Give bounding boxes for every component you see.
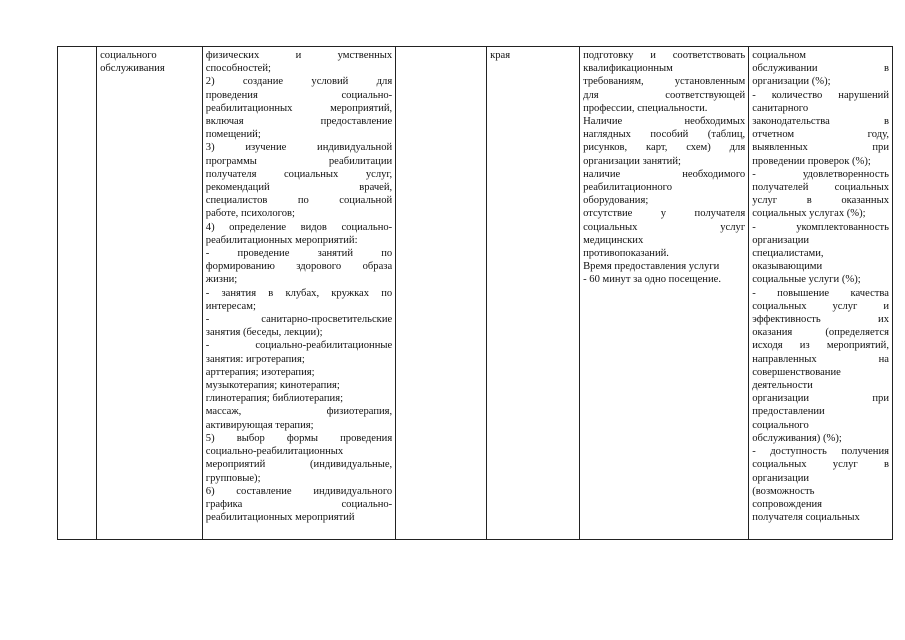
text-line: оказывающими (752, 261, 823, 273)
services-table (57, 46, 893, 540)
text-line: помещений; (205, 129, 261, 141)
text-line: включая предоставление (205, 116, 393, 128)
text-line: графика социально- (205, 498, 393, 510)
text-line: реабилитационного (583, 182, 673, 194)
text-line: требованиям, установленным (583, 76, 746, 88)
text-line: музыкотерапия; кинотерапия; (205, 380, 340, 392)
text-line: социально-реабилитационных (205, 446, 344, 458)
text-line: получателей социальных (752, 182, 889, 194)
text-line: специалистами, (752, 248, 824, 260)
text-line: наличие необходимого (583, 168, 746, 180)
text-line: социальные услуги (%); (752, 274, 861, 286)
text-line: работе, психологов; (205, 208, 295, 220)
text-line: - количество нарушений (752, 89, 889, 101)
text-line: 6) составление индивидуального (205, 485, 393, 497)
text-line: Время предоставления услуги (583, 261, 720, 273)
text-line: - социально-реабилитационные (205, 340, 393, 352)
cell-region (487, 47, 580, 540)
text-line: - санитарно-просветительские (205, 314, 393, 326)
text-line: квалификационным (583, 63, 673, 75)
text-line: 4) определение видов социально- (205, 221, 393, 233)
text-line: активирующая терапия; (205, 419, 314, 431)
text-line: направленных на (752, 353, 889, 365)
text-line: организации при (752, 393, 889, 405)
text-line: получателя социальных услуг, (205, 168, 393, 180)
text-line: - повышение качества (752, 287, 889, 299)
text-line: массаж, физиотерапия, (205, 406, 393, 418)
text-line: способностей; (205, 63, 271, 75)
text-line: противопоказаний. (583, 248, 669, 260)
cell-number (58, 47, 97, 540)
text-line: 3) изучение индивидуальной (205, 142, 393, 154)
text-line: законодательства в (752, 116, 889, 128)
text-line: жизни; (205, 274, 238, 286)
text-line: медицинских (583, 234, 644, 246)
text-line: 5) выбор формы проведения (205, 432, 393, 444)
text-line: интересам; (205, 300, 256, 312)
text-line: исходя из мероприятий, (752, 340, 889, 352)
text-line: реабилитационных мероприятий, (205, 102, 393, 114)
text-line: организации (%); (752, 76, 831, 88)
cell-service-description (202, 47, 395, 540)
text-line: предоставлении (752, 406, 825, 418)
text-line: рекомендаций врачей, (205, 182, 393, 194)
text-line: сопровождения (752, 498, 823, 510)
text-line: проведении проверок (%); (752, 155, 871, 167)
text-line: обслуживания (100, 63, 165, 75)
text-line: оказания (определяется (752, 327, 889, 339)
text-line: оборудования; (583, 195, 649, 207)
text-line: реабилитационных мероприятий: (205, 234, 358, 246)
text-line: социального (100, 50, 157, 61)
cell-service-type (97, 47, 203, 540)
text-line: мероприятий (индивидуальные, (205, 459, 393, 471)
text-line: организации (752, 234, 810, 246)
text-line: отчетном году, (752, 129, 889, 141)
text-line: санитарного (752, 102, 809, 114)
text-line: услуг в оказанных (752, 195, 889, 207)
text-line: совершенствование (752, 366, 841, 378)
text-line: программы реабилитации (205, 155, 393, 167)
text-line: организации (752, 472, 810, 484)
table-row (58, 47, 893, 540)
text-line: - занятия в клубах, кружках по (205, 287, 393, 299)
text-line: получателя социальных (752, 512, 860, 524)
text-line: социальном (752, 50, 806, 61)
text-line: занятия (беседы, лекции); (205, 327, 323, 339)
text-line: эффективность их (752, 314, 889, 326)
text-line: формированию здорового образа (205, 261, 393, 273)
text-line: физических и умственных (205, 50, 393, 61)
text-line: - удовлетворенность (752, 168, 889, 180)
text-line: социальных услуг в (752, 459, 889, 471)
text-line: Наличие необходимых (583, 116, 746, 128)
text-line: рисунков, карт, схем) для (583, 142, 746, 154)
cell-empty (396, 47, 487, 540)
text-line: обслуживания) (%); (752, 432, 842, 444)
text-line: реабилитационных мероприятий (205, 512, 355, 524)
text-line: наглядных пособий (таблиц, (583, 129, 746, 141)
text-line: арттерапия; изотерапия; (205, 366, 315, 378)
text-line: отсутствие у получателя (583, 208, 746, 220)
text-line: социальных услуг (583, 221, 746, 233)
text-line: глинотерапия; библиотерапия; (205, 393, 344, 405)
text-line: подготовку и соответствовать (583, 50, 746, 61)
text-line: профессии, специальности. (583, 102, 708, 114)
text-line: проведения социально- (205, 89, 393, 101)
text-line: организации занятий; (583, 155, 681, 167)
cell-conditions (580, 47, 749, 540)
text-line: - проведение занятий по (205, 248, 393, 260)
text-line: групповые); (205, 472, 261, 484)
text-line: - доступность получения (752, 446, 889, 458)
text-line: края (490, 50, 511, 61)
text-line: для соответствующей (583, 89, 746, 101)
text-line: обслуживании в (752, 63, 889, 75)
cell-indicators (749, 47, 893, 540)
text-line: (возможность (752, 485, 815, 497)
text-line: специалистов по социальной (205, 195, 393, 207)
text-line: занятия: игротерапия; (205, 353, 305, 365)
text-line: деятельности (752, 380, 813, 392)
text-line: социального (752, 419, 809, 431)
text-line: выявленных при (752, 142, 889, 154)
text-line: 2) создание условий для (205, 76, 393, 88)
text-line: социальных услуг и (752, 300, 889, 312)
text-line: - 60 минут за одно посещение. (583, 274, 721, 286)
text-line: - укомплектованность (752, 221, 889, 233)
text-line: социальных услугах (%); (752, 208, 866, 220)
